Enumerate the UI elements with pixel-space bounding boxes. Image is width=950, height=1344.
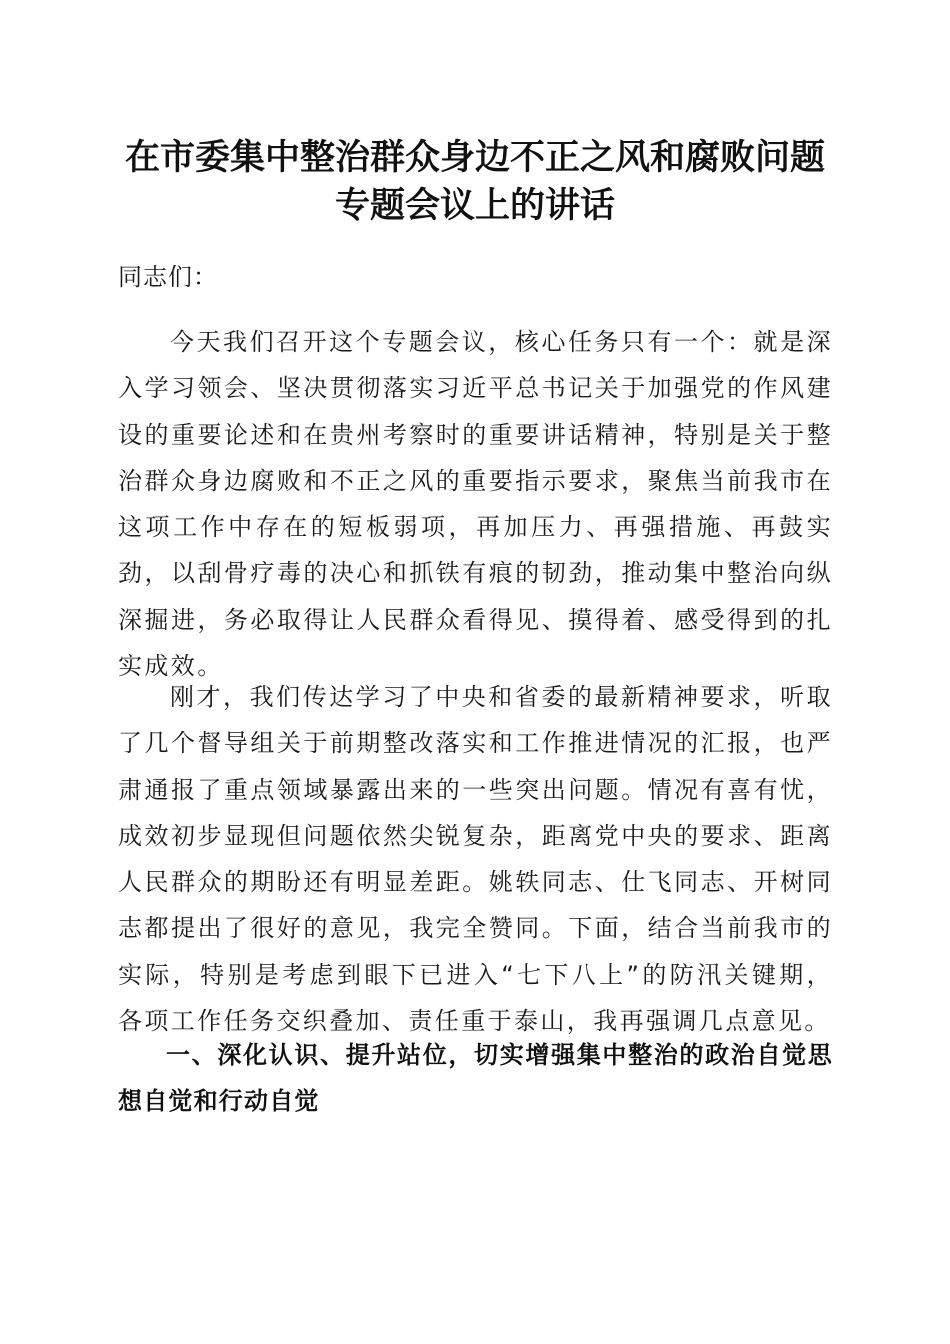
section-heading-1: 一、深化认识、提升站位，切实增强集中整治的政治自觉思想自觉和行动自觉: [118, 1041, 833, 1116]
paragraph-review: 刚才，我们传达学习了中央和省委的最新精神要求，听取了几个督导组关于前期整改落实和工作推进情况的汇报，也严肃通报了重点领域暴露出来的一些突出问题。情况有喜有忧，成效初步显现但问题依然尖锐复杂，距离党中央的要求、距离人民群众的期盼还有明显差距。姚轶同志、仕飞同志、开树同志都提出了很好的意见，我完全赞同。下面，结合当前我市的实际，特别是考虑到眼下已进入“七下八上”的防汛关键期，各项工作任务交织叠加、责任重于泰山，我再强调几点意见。: [118, 683, 833, 1036]
document-title-line-1: 在市委集中整治群众身边不正之风和腐败问题: [124, 137, 825, 178]
paragraph-opening: 今天我们召开这个专题会议，核心任务只有一个：就是深入学习领会、坚决贯彻落实习近平总书记关于加强党的作风建设的重要论述和在贵州考察时的重要讲话精神，特别是关于整治群众身边腐败和不正之风的重要指示要求，聚焦当前我市在这项工作中存在的短板弱项，再加压力、再强措施、再鼓实劲，以刮骨疗毒的决心和抓铁有痕的韧劲，推动集中整治向纵深掘进，务必取得让人民群众看得见、摸得着、感受得到的扎实成效。: [118, 328, 833, 681]
salutation: 同志们：: [118, 263, 218, 291]
document-title-line-2: 专题会议上的讲话: [334, 185, 615, 226]
